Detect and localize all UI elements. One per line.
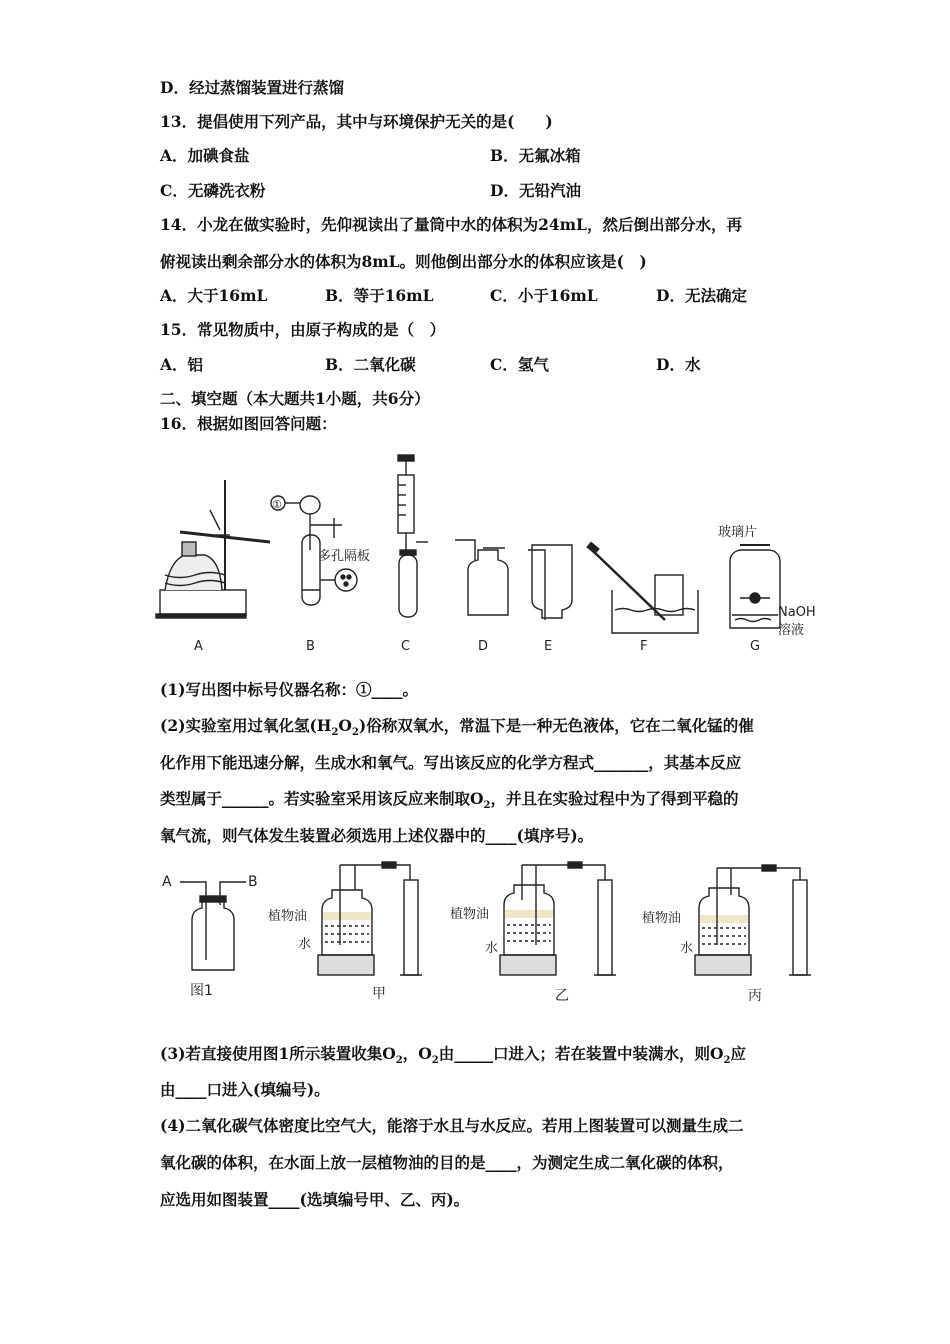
q15-option-b: B．二氧化碳 [325,355,416,374]
apparatus-figure-a-to-g [150,450,840,660]
gas-collection-figure [150,860,840,1010]
apparatus-g [730,545,780,628]
apparatus-c [398,455,428,617]
q15-option-d: D．水 [656,355,701,374]
q14-option-a: A．大于16mL [160,286,268,305]
caption-yi: 乙 [555,988,569,1004]
q13-stem: 13．提倡使用下列产品，其中与环境保护无关的是( ) [160,112,553,131]
port-b-label: B [248,874,258,890]
q16-part2-line2: 化作用下能迅速分解，生成水和氧气。写出该反应的化学方程式_______，其基本反应 [160,753,742,772]
water-label-bing: 水 [680,941,694,956]
q15-option-c: C．氢气 [490,355,549,374]
q13-option-a: A．加碘食盐 [160,146,250,165]
q16-stem: 16．根据如图回答问题： [160,414,337,433]
caption-bing: 丙 [748,988,762,1004]
q16-part3-line2: 由____口进入(填编号)。 [160,1080,330,1099]
q16-part2-line3: 类型属于______。若实验室采用该反应来制取$O_2$，并且在实验过程中为了得到平稳的 [160,789,739,812]
q13-option-b: B．无氟冰箱 [490,146,581,165]
oil-label-jia: 植物油 [268,909,308,924]
apparatus-bing [695,865,811,975]
apparatus-e [528,545,572,620]
instrument-marker-1: ① [272,498,282,511]
q14-option-d: D．无法确定 [656,286,747,305]
apparatus-yi [500,862,616,975]
q16-part4-line2: 氧化碳的体积，在水面上放一层植物油的目的是____，为测定生成二氧化碳的体积， [160,1153,734,1172]
q14-stem-line1: 14．小龙在做实验时，先仰视读出了量筒中水的体积为24mL，然后倒出部分水，再 [160,215,742,234]
porous-plate-label: 多孔隔板 [318,549,371,564]
naoh-solution-label: 溶液 [778,623,805,638]
port-a-label: A [162,874,172,890]
q16-part4-line1: (4)二氧化碳气体密度比空气大，能溶于水且与水反应。若用上图装置可以测量生成二 [160,1116,744,1135]
q15-stem: 15．常见物质中，由原子构成的是（ ） [160,320,446,339]
apparatus-jia [318,862,422,975]
apparatus-f [587,542,698,633]
label-c: C [401,639,411,654]
apparatus-d [455,540,508,615]
q16-part4-line3: 应选用如图装置____(选填编号甲、乙、丙)。 [160,1190,470,1209]
figure-1-bottle [180,882,246,970]
label-a: A [194,639,203,654]
label-b: B [306,639,315,654]
water-label-jia: 水 [298,937,312,952]
label-e: E [544,639,553,654]
water-label-yi: 水 [485,941,499,956]
q14-option-b: B．等于16mL [325,286,434,305]
oil-label-yi: 植物油 [450,907,490,922]
figure-1-caption: 图1 [190,983,213,999]
section-two-heading: 二、填空题（本大题共1小题，共6分） [160,389,430,408]
oil-label-bing: 植物油 [642,911,682,926]
q13-option-c: C．无磷洗衣粉 [160,181,266,200]
q15-option-a: A．铝 [160,355,204,374]
naoh-label: NaOH [778,605,816,620]
q16-part1: (1)写出图中标号仪器名称：①____。 [160,680,418,699]
q14-option-c: C．小于16mL [490,286,598,305]
label-d: D [478,639,489,654]
q16-part3-line1: (3)若直接使用图1所示装置收集$O_2$，$O_2$由_____口进入；若在装置中装满水，则$O_2$应 [160,1044,746,1067]
label-g: G [750,639,761,654]
q14-stem-line2: 俯视读出剩余部分水的体积为8mL。则他倒出部分水的体积应该是( ) [160,252,647,271]
caption-jia: 甲 [372,986,386,1002]
apparatus-a [156,480,270,618]
glass-sheet-label: 玻璃片 [718,525,758,540]
label-f: F [640,639,648,654]
q13-option-d: D．无铅汽油 [490,181,581,200]
q16-part2-line1: (2)实验室用过氧化氢$(H_2O_2)$俗称双氧水，常温下是一种无色液体，它在二氧化锰的催 [160,716,754,739]
q12-option-d: D．经过蒸馏装置进行蒸馏 [160,78,344,97]
q16-part2-line4: 氧气流，则气体发生装置必须选用上述仪器中的____(填序号)。 [160,826,594,845]
